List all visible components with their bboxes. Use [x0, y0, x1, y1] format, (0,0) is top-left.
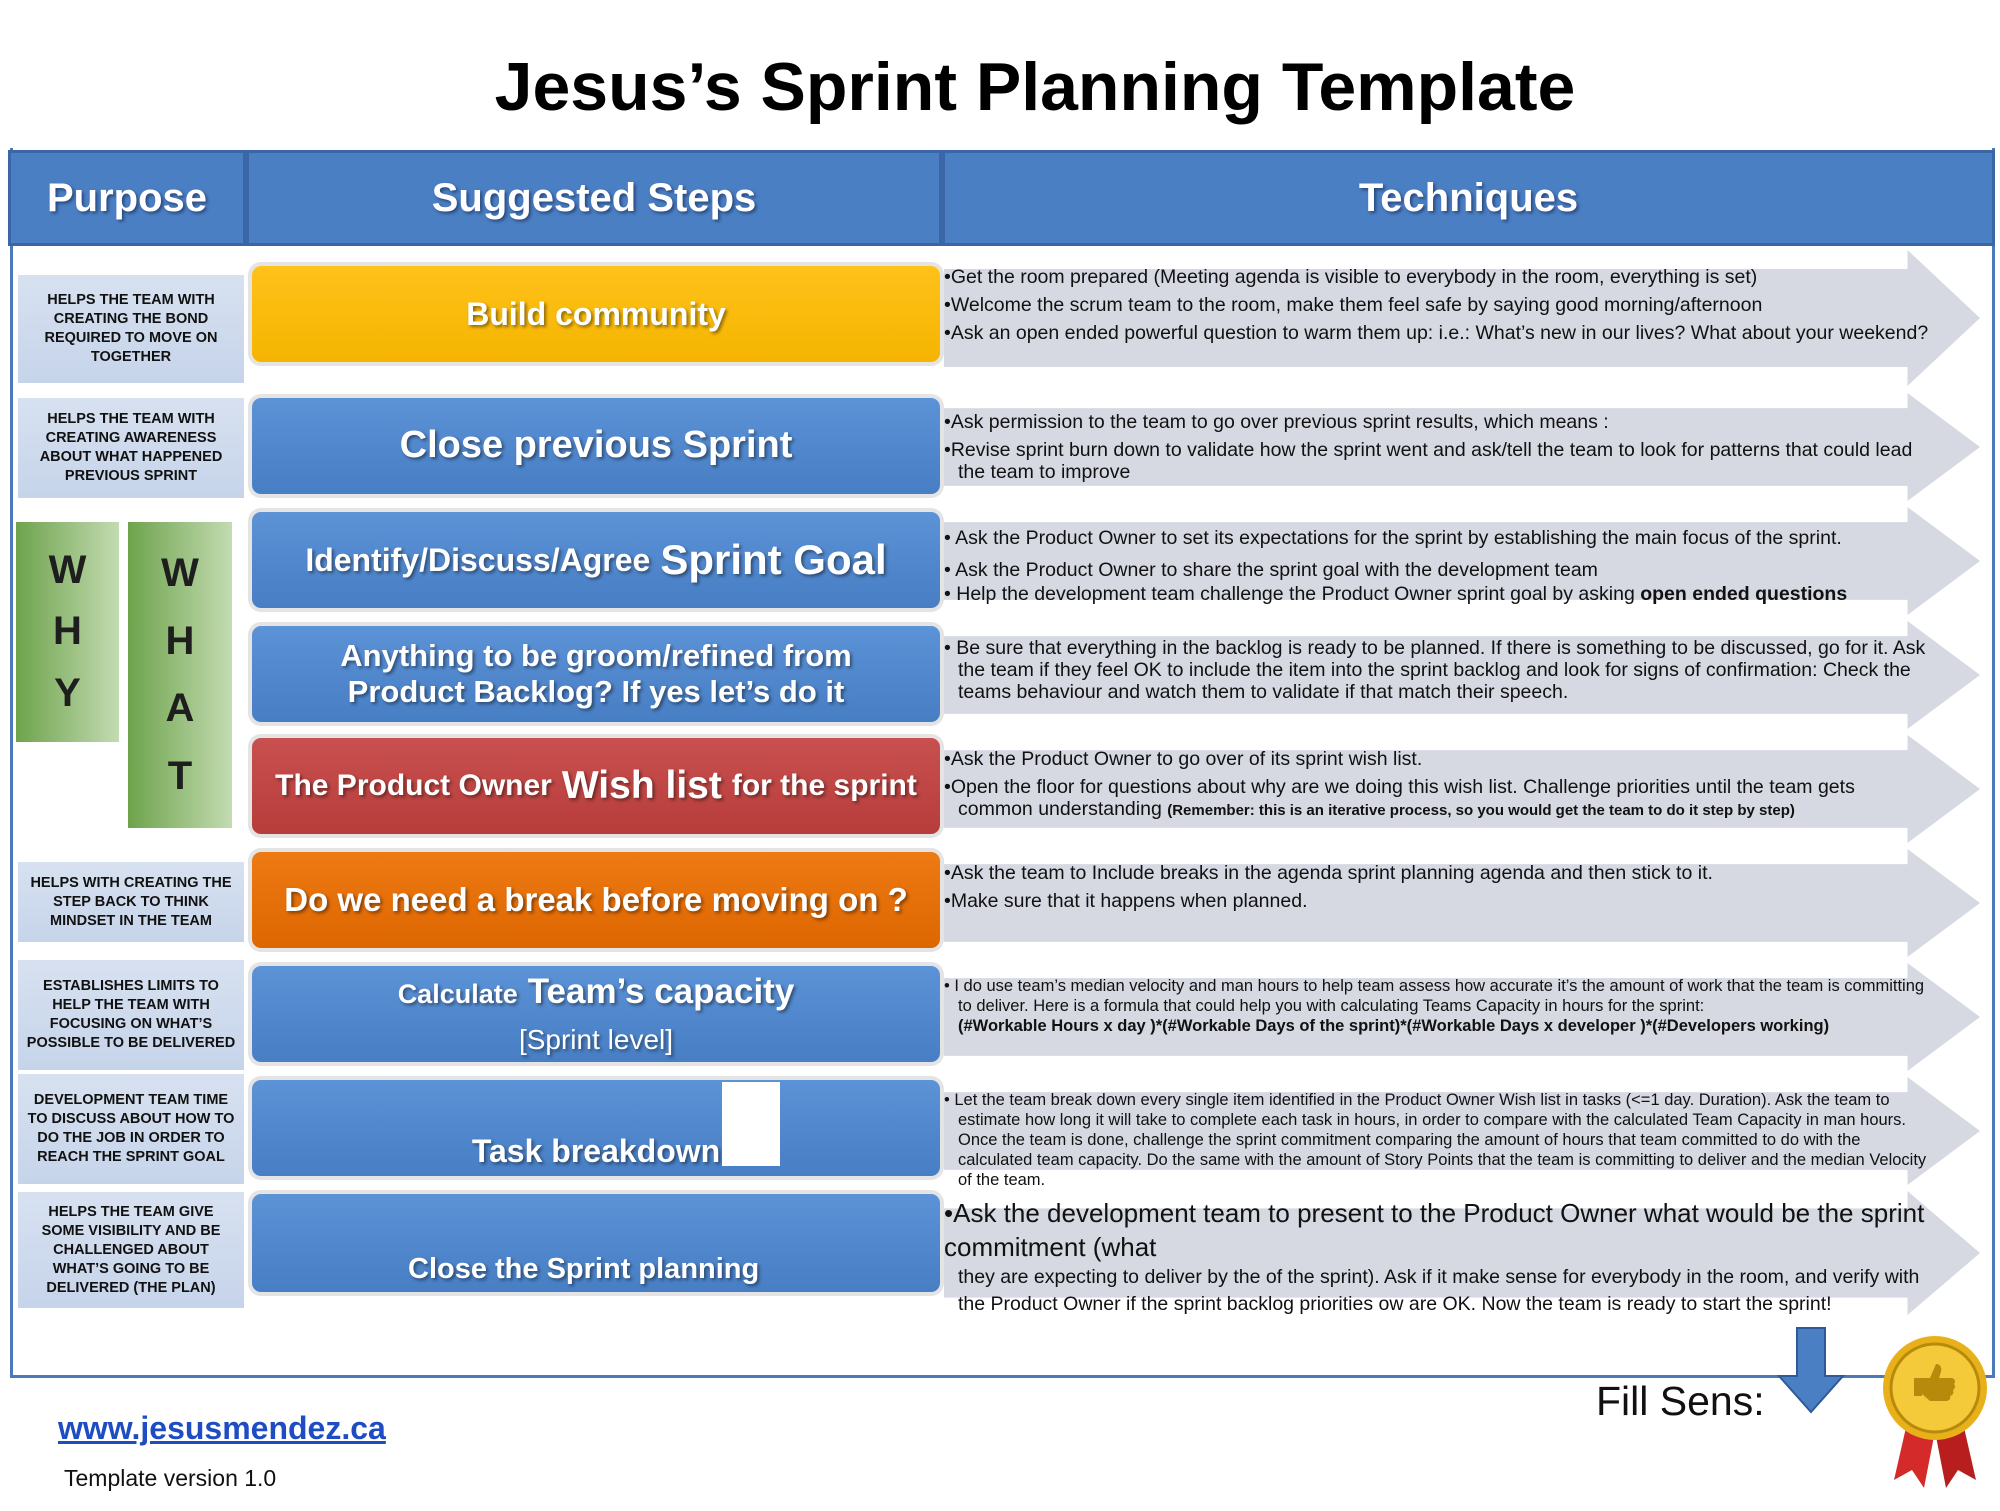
technique-item: • Let the team break down every single item identified in the Product Owner Wish list in tasks (<=1 day. Duration). Ask the team to estimate how long it will take to complete each task in hours, in order to compare with the calculated Team Capacity in man hours. Once the team is done, challenge the sprint commitment comparing the amount of hours that team committed to do with the calculated team capacity. Do the same with the amount of Story Points that the team is committing to deliver and the median Velocity of the team.	[944, 1091, 1927, 1189]
step-close-sprint-planning[interactable]	[252, 1194, 940, 1292]
step-label: The Product Owner	[275, 768, 552, 802]
why-letter: H	[53, 609, 82, 654]
step-capacity[interactable]	[252, 966, 940, 1062]
technique-item: •Ask the Product Owner to go over of its sprint wish list.	[944, 748, 1423, 770]
technique-text: •Open the floor for questions about why are we doing this wish list. Challenge priorities until the team gets common understanding	[944, 776, 1855, 820]
technique-task	[944, 1090, 1934, 1190]
purpose-capacity: ESTABLISHES LIMITS TO HELP THE TEAM WITH FOCUSING ON WHAT’S POSSIBLE TO BE DELIVERED	[18, 960, 244, 1070]
header-purpose: Purpose	[8, 150, 246, 246]
step-label: Anything to be groom/refined from Product Backlog? If yes let’s do it	[340, 638, 852, 709]
step-label-emphasis: Team’s capacity	[527, 971, 795, 1011]
technique-item: •Ask permission to the team to go over previous sprint results, which means :	[944, 411, 1609, 433]
header-techniques: Techniques	[942, 150, 1995, 246]
recommended-badge-icon	[1880, 1330, 1990, 1490]
technique-item: •Ask an open ended powerful question to warm them up: i.e.: What’s new in our lives? What about your weekend?	[944, 322, 1929, 344]
technique-emphasis: open ended questions	[1640, 583, 1848, 605]
step-label: Close the Sprint planning	[408, 1253, 760, 1286]
white-box	[722, 1082, 780, 1166]
technique-note: (Remember: this is an iterative process, so you would get the team to do it step by step)	[1167, 802, 1795, 819]
step-label: Calculate	[397, 978, 518, 1009]
what-letter: T	[167, 753, 193, 798]
technique-formula: (#Workable Hours x day )*(#Workable Days of the sprint)*(#Workable Days x developer )*(#Developers working)	[958, 1017, 1830, 1035]
step-label: Identify/Discuss/Agree	[305, 541, 651, 578]
why-letter: W	[48, 548, 87, 593]
template-version: Template version 1.0	[64, 1465, 277, 1491]
step-build-community[interactable]	[252, 266, 940, 362]
purpose-break: HELPS WITH CREATING THE STEP BACK TO THINK MINDSET IN THE TEAM	[18, 862, 244, 942]
technique-close-previous	[944, 411, 1934, 489]
technique-item: •Ask the development team to present to the Product Owner what would be the sprint commitment (what	[944, 1198, 1925, 1262]
what-letter: H	[165, 618, 195, 663]
what-column	[128, 522, 232, 828]
technique-wish	[944, 748, 1934, 828]
technique-goal	[944, 527, 1934, 611]
website-link[interactable]: www.jesusmendez.ca	[58, 1410, 386, 1446]
technique-capacity	[944, 976, 1934, 1036]
what-letter: A	[165, 686, 195, 731]
technique-groom	[944, 637, 1934, 709]
purpose-build: HELPS THE TEAM WITH CREATING THE BOND REQUIRED TO MOVE ON TOGETHER	[18, 275, 244, 383]
step-label: Close previous Sprint	[399, 424, 793, 467]
technique-item: they are expecting to deliver by the of the sprint). Ask if it make sense for everybody in the room, and verify with the Product Owner if the sprint backlog priorities ow are OK. Now the team is ready to start the sprint!	[958, 1266, 1920, 1315]
step-close-previous-sprint[interactable]	[252, 398, 940, 494]
why-column	[16, 522, 119, 742]
step-label-emphasis: Sprint Goal	[660, 535, 887, 583]
page-title: Jesus’s Sprint Planning Template	[494, 49, 1576, 125]
technique-item: • Ask the Product Owner to set its expectations for the sprint by establishing the main focus of the sprint.	[944, 527, 1842, 549]
step-sprint-goal[interactable]	[252, 512, 940, 608]
fill-sens-label: Fill Sens:	[1596, 1378, 1765, 1424]
technique-item: •Revise sprint burn down to validate how the sprint went and ask/tell the team to look for patterns that could lead the team to improve	[944, 439, 1913, 483]
technique-item	[944, 776, 1934, 822]
purpose-close-plan: HELPS THE TEAM GIVE SOME VISIBILITY AND BE CHALLENGED ABOUT WHAT’S GOING TO BE DELIVERED (THE PLAN)	[18, 1192, 244, 1308]
technique-item: •Welcome the scrum team to the room, make them feel safe by saying good morning/afternoon	[944, 294, 1763, 316]
technique-item: •Make sure that it happens when planned.	[944, 890, 1308, 912]
step-task-breakdown[interactable]	[252, 1080, 940, 1176]
technique-build	[944, 266, 1934, 350]
step-groom-backlog[interactable]	[252, 626, 940, 722]
technique-text: • Help the development team challenge the Product Owner sprint goal by asking	[944, 583, 1635, 605]
purpose-close-previous: HELPS THE TEAM WITH CREATING AWARENESS ABOUT WHAT HAPPENED PREVIOUS SPRINT	[18, 398, 244, 498]
technique-break	[944, 862, 1934, 918]
technique-close-plan	[944, 1196, 1944, 1318]
technique-item	[944, 583, 1934, 605]
technique-item: •Ask the team to Include breaks in the agenda sprint planning agenda and then stick to it.	[944, 862, 1713, 884]
step-label: Task breakdown	[471, 1132, 721, 1169]
technique-item: • Ask the Product Owner to share the sprint goal with the development team	[944, 559, 1598, 581]
what-letter: W	[161, 551, 199, 596]
header-steps: Suggested Steps	[246, 150, 942, 246]
step-sublabel: [Sprint level]	[518, 1024, 674, 1056]
step-break[interactable]	[252, 852, 940, 948]
technique-item: • Be sure that everything in the backlog is ready to be planned. If there is something to be discussed, go for it. Ask the team if they feel OK to include the item into the sprint backlog and look for signs of confirmation: Check the teams behaviour and watch them to validate if that match their speech.	[944, 637, 1926, 703]
step-label: Do we need a break before moving on ?	[284, 881, 908, 919]
step-wish-list[interactable]	[252, 738, 940, 834]
technique-item: • I do use team’s median velocity and man hours to help team assess how accurate it’s the amount of work that the team is committing to deliver. Here is a formula that could help you with calculating Teams Capacity in hours for the sprint:	[944, 977, 1925, 1015]
purpose-task: DEVELOPMENT TEAM TIME TO DISCUSS ABOUT HOW TO DO THE JOB IN ORDER TO REACH THE SPRINT GOAL	[18, 1074, 244, 1184]
step-label: Build community	[466, 295, 726, 332]
step-label: for the sprint	[731, 768, 917, 802]
technique-item: •Get the room prepared (Meeting agenda is visible to everybody in the room, everything is set)	[944, 266, 1758, 288]
why-letter: Y	[54, 670, 81, 715]
down-arrow-icon	[1777, 1326, 1845, 1414]
step-label-emphasis: Wish list	[561, 763, 722, 807]
